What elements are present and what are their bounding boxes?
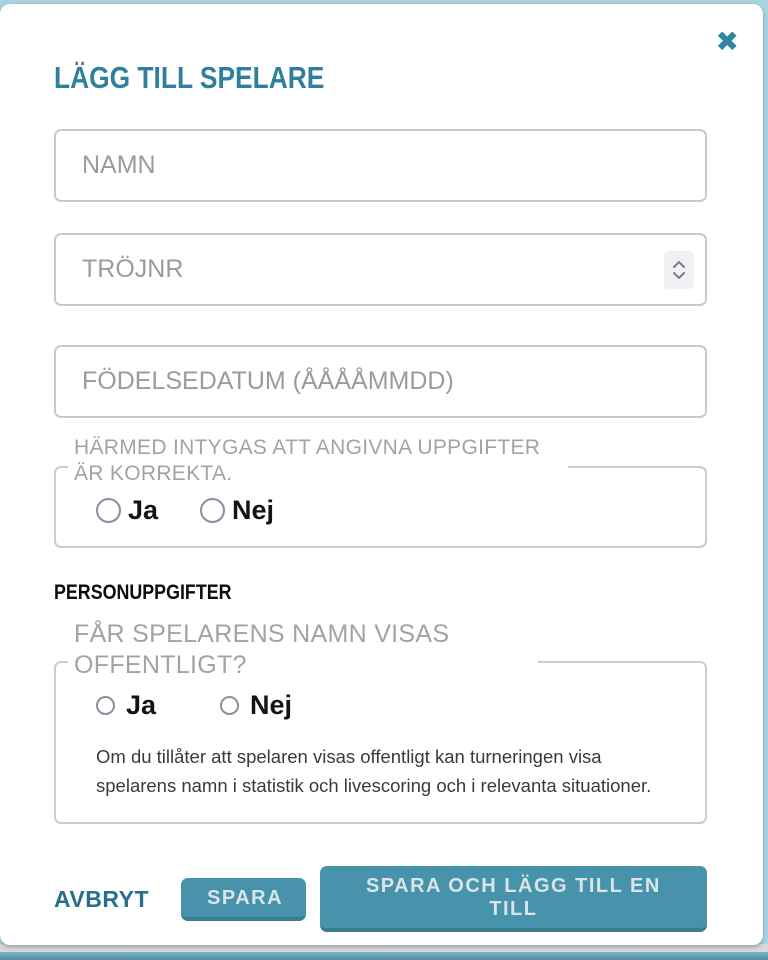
- confirm-no-label: Nej: [232, 495, 275, 525]
- public-name-help-text: Om du tillåter att spelaren visas offentligt kan turneringen visa spelarens namn i statistik och livescoring och i relevanta situationer.: [96, 746, 652, 796]
- jersey-number-input[interactable]: [54, 233, 707, 306]
- page-bottom-teal-bar: [0, 952, 768, 960]
- birthdate-input[interactable]: [54, 345, 707, 418]
- radio-circle-icon[interactable]: [200, 498, 225, 523]
- close-icon: ✖: [715, 25, 739, 58]
- cancel-button[interactable]: AVBRYT: [54, 885, 149, 912]
- save-button[interactable]: SPARA: [181, 878, 306, 921]
- public-name-legend: FÅR SPELARENS NAMN VISAS OFFENTLIGT?: [68, 619, 538, 684]
- dialog-footer: [54, 866, 707, 932]
- confirm-correct-radio-group: [96, 495, 685, 526]
- radio-circle-icon[interactable]: [96, 696, 115, 715]
- close-button[interactable]: [715, 25, 739, 58]
- chevron-down-icon[interactable]: [672, 271, 686, 280]
- personal-data-heading: PERSONUPPGIFTER: [54, 581, 232, 604]
- confirm-yes-option[interactable]: [96, 495, 158, 526]
- name-input[interactable]: [54, 129, 707, 202]
- public-yes-option[interactable]: [96, 690, 156, 721]
- public-yes-label: Ja: [126, 690, 157, 720]
- public-name-fieldset: [54, 620, 707, 824]
- public-name-radio-group: [96, 690, 675, 721]
- confirm-yes-label: Ja: [128, 495, 159, 525]
- number-stepper[interactable]: [664, 251, 694, 289]
- confirm-correct-legend: HÄRMED INTYGAS ATT ANGIVNA UPPGIFTER ÄR KORREKTA.: [68, 435, 568, 492]
- public-no-option[interactable]: [220, 690, 292, 721]
- chevron-up-icon[interactable]: [672, 260, 686, 269]
- public-no-label: Nej: [250, 690, 293, 720]
- confirm-correct-fieldset: [54, 436, 707, 548]
- dialog-content: [0, 62, 763, 932]
- add-player-dialog: [0, 4, 763, 945]
- save-and-add-button[interactable]: SPARA OCH LÄGG TILL EN TILL: [320, 866, 707, 932]
- jersey-number-field: [54, 233, 707, 306]
- radio-circle-icon[interactable]: [96, 498, 121, 523]
- radio-circle-icon[interactable]: [220, 696, 239, 715]
- dialog-title: LÄGG TILL SPELARE: [54, 60, 325, 95]
- confirm-no-option[interactable]: [200, 495, 274, 526]
